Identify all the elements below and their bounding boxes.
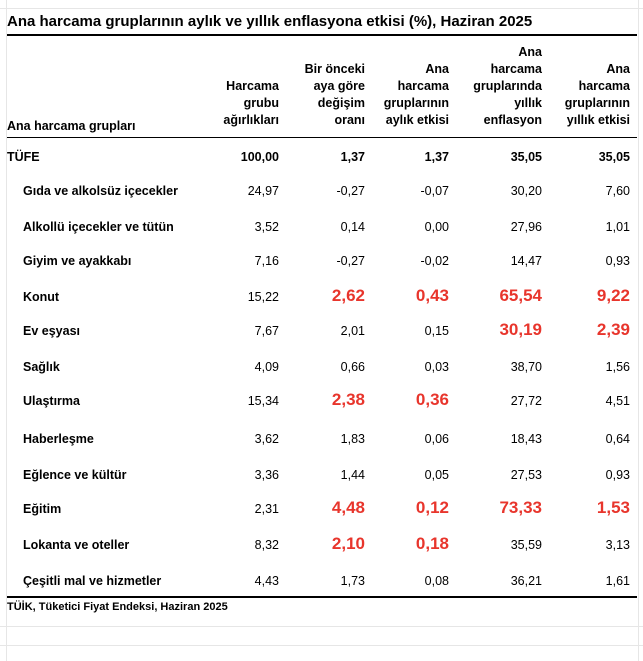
weight-cell: 15,34 xyxy=(247,394,279,408)
monthly-change-cell: 4,48 xyxy=(331,498,365,517)
annual-effect-cell: 1,53 xyxy=(596,498,630,517)
monthly-change-cell: 1,73 xyxy=(340,574,365,588)
weight-cell: 100,00 xyxy=(240,150,279,164)
monthly-change-cell: 1,37 xyxy=(340,150,365,164)
row-label: TÜFE xyxy=(7,150,40,164)
row-label: Eğlence ve kültür xyxy=(23,468,127,482)
annual-effect-cell: 4,51 xyxy=(605,394,630,408)
annual-effect-cell: 1,56 xyxy=(605,360,630,374)
table-row xyxy=(7,282,637,306)
annual-inflation-cell: 35,05 xyxy=(510,150,542,164)
monthly-change-cell: -0,27 xyxy=(336,184,365,198)
source-note: TÜİK, Tüketici Fiyat Endeksi, Haziran 2025 xyxy=(7,601,228,613)
header-monthly-change: Bir önceki aya göre değişim oranı xyxy=(304,62,365,127)
table-row xyxy=(7,316,637,340)
annual-effect-cell: 0,93 xyxy=(605,468,630,482)
table-row xyxy=(7,212,637,236)
table-row xyxy=(7,246,637,270)
annual-inflation-cell: 30,19 xyxy=(499,320,542,339)
monthly-effect-cell: 0,05 xyxy=(424,468,449,482)
header-weight: Harcama grubu ağırlıkları xyxy=(223,79,279,127)
annual-inflation-cell: 73,33 xyxy=(499,498,542,517)
monthly-effect-cell: -0,07 xyxy=(420,184,449,198)
annual-effect-cell: 35,05 xyxy=(598,150,630,164)
annual-effect-cell: 0,93 xyxy=(605,254,630,268)
row-label: Lokanta ve oteller xyxy=(23,538,130,552)
monthly-change-cell: 2,01 xyxy=(340,324,365,338)
monthly-effect-cell: 0,06 xyxy=(424,432,449,446)
annual-inflation-cell: 38,70 xyxy=(510,360,542,374)
monthly-change-cell: 1,83 xyxy=(340,432,365,446)
table-row xyxy=(7,494,637,518)
monthly-change-cell: 1,44 xyxy=(340,468,365,482)
row-label: Alkollü içecekler ve tütün xyxy=(23,220,174,234)
table-row xyxy=(7,424,637,448)
row-label: Ev eşyası xyxy=(23,324,80,338)
annual-inflation-cell: 65,54 xyxy=(499,286,542,305)
table-row xyxy=(7,386,637,410)
annual-inflation-cell: 27,96 xyxy=(510,220,542,234)
weight-cell: 15,22 xyxy=(247,290,279,304)
monthly-effect-cell: 1,37 xyxy=(424,150,449,164)
annual-inflation-cell: 36,21 xyxy=(510,574,542,588)
weight-cell: 7,16 xyxy=(254,254,279,268)
header-annual-effect: Ana harcama gruplarının yıllık etkisi xyxy=(564,62,630,127)
annual-effect-cell: 1,61 xyxy=(605,574,630,588)
row-label: Sağlık xyxy=(23,360,60,374)
annual-inflation-cell: 14,47 xyxy=(510,254,542,268)
monthly-effect-cell: 0,00 xyxy=(424,220,449,234)
annual-inflation-cell: 35,59 xyxy=(510,538,542,552)
header-group: Ana harcama grupları xyxy=(7,119,136,133)
header-monthly-effect: Ana harcama gruplarının aylık etkisi xyxy=(383,62,449,127)
monthly-effect-cell: 0,03 xyxy=(424,360,449,374)
annual-effect-cell: 1,01 xyxy=(605,220,630,234)
header-annual-inflation: Ana harcama gruplarında yıllık enflasyon xyxy=(473,45,542,127)
annual-inflation-cell: 27,53 xyxy=(510,468,542,482)
annual-inflation-cell: 27,72 xyxy=(510,394,542,408)
table-row xyxy=(7,460,637,484)
table-row xyxy=(7,352,637,376)
title-rule xyxy=(7,34,637,36)
row-label: Ulaştırma xyxy=(23,394,80,408)
monthly-change-cell: 2,38 xyxy=(331,390,365,409)
monthly-effect-cell: -0,02 xyxy=(420,254,449,268)
monthly-effect-cell: 0,12 xyxy=(415,498,449,517)
row-label: Konut xyxy=(23,290,60,304)
monthly-change-cell: 0,66 xyxy=(340,360,365,374)
table-title: Ana harcama gruplarının aylık ve yıllık enflasyona etkisi (%), Haziran 2025 xyxy=(7,13,533,30)
weight-cell: 3,62 xyxy=(254,432,279,446)
weight-cell: 4,43 xyxy=(254,574,279,588)
row-label: Giyim ve ayakkabı xyxy=(23,254,132,268)
table-row-total xyxy=(7,142,637,166)
annual-effect-cell: 0,64 xyxy=(605,432,630,446)
bottom-rule xyxy=(7,596,637,598)
table-row xyxy=(7,566,637,590)
table-row xyxy=(7,176,637,200)
monthly-effect-cell: 0,15 xyxy=(424,324,449,338)
weight-cell: 3,36 xyxy=(254,468,279,482)
weight-cell: 7,67 xyxy=(254,324,279,338)
weight-cell: 4,09 xyxy=(254,360,279,374)
row-label: Haberleşme xyxy=(23,432,94,446)
annual-effect-cell: 3,13 xyxy=(605,538,630,552)
weight-cell: 2,31 xyxy=(254,502,279,516)
weight-cell: 24,97 xyxy=(247,184,279,198)
gridline xyxy=(638,0,639,661)
monthly-effect-cell: 0,36 xyxy=(415,390,449,409)
monthly-effect-cell: 0,08 xyxy=(424,574,449,588)
row-label: Eğitim xyxy=(23,502,62,516)
monthly-change-cell: 2,62 xyxy=(331,286,365,305)
annual-effect-cell: 7,60 xyxy=(605,184,630,198)
row-label: Gıda ve alkolsüz içecekler xyxy=(23,184,178,198)
annual-inflation-cell: 30,20 xyxy=(510,184,542,198)
monthly-effect-cell: 0,18 xyxy=(415,534,449,553)
monthly-effect-cell: 0,43 xyxy=(415,286,449,305)
weight-cell: 8,32 xyxy=(254,538,279,552)
inflation-table-sheet xyxy=(7,0,637,661)
weight-cell: 3,52 xyxy=(254,220,279,234)
monthly-change-cell: 0,14 xyxy=(340,220,365,234)
row-label: Çeşitli mal ve hizmetler xyxy=(23,574,162,588)
annual-inflation-cell: 18,43 xyxy=(510,432,542,446)
table-row xyxy=(7,530,637,554)
annual-effect-cell: 2,39 xyxy=(596,320,630,339)
monthly-change-cell: 2,10 xyxy=(331,534,365,553)
monthly-change-cell: -0,27 xyxy=(336,254,365,268)
header-rule xyxy=(7,137,637,138)
annual-effect-cell: 9,22 xyxy=(596,286,630,305)
